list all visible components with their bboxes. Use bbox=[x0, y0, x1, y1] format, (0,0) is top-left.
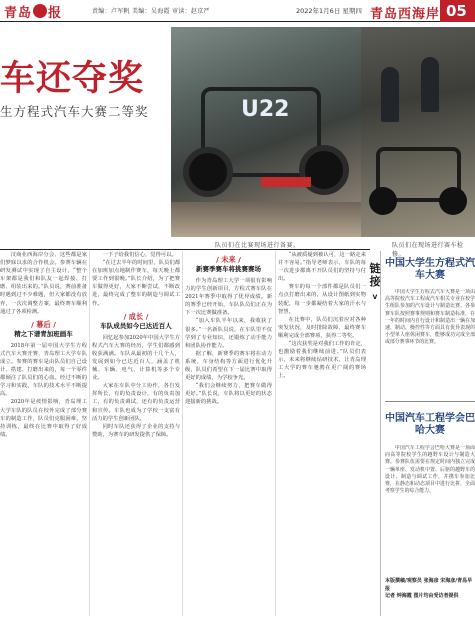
car-sponsor-tag bbox=[261, 177, 311, 187]
paragraph: 回忆起参加2020年中国大学生方程式汽车大赛的经历，学生们都感到收获满满。车队从最初的十几个人，发展到如今已达近百人，涵盖了机械、车辆、电气、计算机等多个专业。 bbox=[92, 334, 180, 382]
photo-caption-left: 队员们在比赛现场进行备赛。 bbox=[215, 242, 300, 249]
section-name: 青岛西海岸 bbox=[370, 7, 441, 22]
headline-title: 车还夺奖 bbox=[0, 59, 145, 99]
heading-prefix-text: 幕后 bbox=[36, 319, 51, 329]
page-number: 05 bbox=[440, 0, 475, 22]
paragraph: 作为青岛理工大学一项很有影响力的学生创新项目，方程式赛车队在2021年赛季中取得了优异成绩。新的赛季已经开始，车队队员们正在为下一次比赛做准备。 bbox=[185, 278, 272, 317]
car-number: U22 bbox=[241, 97, 290, 122]
section-heading: 车队成员如今已达近百人 bbox=[100, 321, 172, 330]
paragraph: “加入车队半年以来，我收获了很多。”一名新队员说，在车队里不仅学到了专业知识，还锻炼了动手能力和团队协作能力。 bbox=[185, 318, 272, 349]
sidebar-divider bbox=[380, 251, 381, 616]
paragraph: 2018年第一届中国大学生方程式汽车大赛开赛，青岛理工大学车队成立。参赛的赛车是由队员们自己设计、搭建、打磨出来的，每一个零件都倾注了队员们的心血。经过不断的学习和实践，车队的技术水平不断提高。 bbox=[0, 342, 87, 398]
sidebar-article-title: 中国汽车工程学会巴哈大赛 bbox=[385, 413, 475, 436]
section-heading: 精之下谱青加班画车 bbox=[14, 329, 73, 338]
car-wheel-shape bbox=[369, 187, 397, 215]
link-label-mark: V bbox=[372, 294, 378, 301]
sidebar-article-body bbox=[385, 289, 475, 399]
paragraph: “从被质疑到被认可，这一路走来并不容易。”指导老师表示，车队的每一次进步都离不开队员们的坚持与付出。 bbox=[278, 252, 366, 283]
person-shape bbox=[421, 57, 439, 112]
paragraph: “这次获奖是对我们工作的肯定，也激励着我们继续前进。”队员们表示，未来将继续钻研技术，让青岛理工大学的赛车驰骋在更广阔的赛场上。 bbox=[278, 341, 366, 380]
paragraph: 汉商业西海岸分会、这些都是家们梦寐以求的合作机会。参赛车辆在研发测试中实现了自主设计，“整个车架都是我们和队友一起焊接、打磨、组装出来的。”队员说，赛前准备时遇到过不少难题，但大家都没有放弃，一次次调整方案，最终赛车顺利通过了各项检测。 bbox=[0, 252, 87, 315]
headline-subtitle: 生方程式汽车大赛二等奖 bbox=[0, 104, 149, 119]
photo-race-car bbox=[171, 27, 361, 237]
column-divider bbox=[275, 251, 276, 616]
paragraph: 中国汽车工程学会巴哈大赛是一项面向高等院校学生的越野车设计与制造大赛。参赛队伍需要在规定时间内独立完成一辆单座、发动机中置、后驱的越野车的设计、制造与调试工作，并携车参加比赛，在静态和动态项目中进行比拼，全面考察学生的综合能力。 bbox=[385, 445, 475, 495]
article-column-4 bbox=[278, 251, 366, 620]
headline-block bbox=[0, 24, 178, 119]
byline-line: 本版撰稿/观察员 张海彦 宋海彦/青岛早报 bbox=[385, 578, 473, 592]
logo-ring-icon bbox=[33, 4, 47, 18]
paragraph: 同时车队还获得了企业的支持与赞助，为赛车的研发提供了保障。 bbox=[92, 423, 180, 438]
divider bbox=[0, 249, 370, 250]
car-wheel-shape bbox=[183, 147, 233, 197]
paragraph: 大家在车队中分工协作，各自发挥所长，有的负责设计，有的负责加工，有的负责调试，还有的负责运营和宣传。车队也成为了学校一支富有活力的学生创新团队。 bbox=[92, 383, 180, 422]
paragraph: 赛车的每一个部件都是队员们一点点打磨出来的，从设计图纸到实物装配，每一步都凝结着大家的汗水与智慧。 bbox=[278, 284, 366, 315]
heading-prefix-text: 未来 bbox=[221, 255, 236, 264]
byline bbox=[385, 578, 475, 601]
person-shape bbox=[381, 67, 399, 122]
article-column-2 bbox=[92, 251, 180, 620]
newspaper-logo bbox=[4, 2, 62, 20]
column-divider bbox=[182, 251, 183, 616]
car-wheel-shape bbox=[439, 187, 467, 215]
sidebar-article-title: 中国大学生方程式汽车大赛 bbox=[385, 258, 475, 281]
article-column-1 bbox=[0, 251, 87, 620]
editors-line: 责编：卢军帆 美编：吴海霞 审读：赵京严 bbox=[92, 8, 210, 15]
car-wheel-shape bbox=[299, 145, 349, 195]
link-label bbox=[368, 262, 382, 304]
section-heading-prefix: / 未来 / bbox=[216, 255, 241, 264]
paragraph: 中国大学生方程式汽车大赛是一项由高等院校汽车工程或汽车相关专业在校学生组队参加的汽车设计与制造比赛。各参赛车队按照赛事规则和赛车制造标准，在一年的时间内自行设计和制造出一辆在加速、制动、操控性等方面具有优异表现的小型单人座休闲赛车，能够成功完成全部或部分赛事环节的比赛。 bbox=[385, 289, 475, 346]
paragraph: “在过去半年的时间里，队员们都在加班加点地制作赛车，每天晚上都要工作到很晚。”队长介绍，为了把赛车做得更好，大家不断尝试，不断改进，最终完成了整车的制造与调试工作。 bbox=[92, 260, 180, 307]
photo-ground bbox=[171, 202, 361, 237]
section-heading: 新赛季赛车将挑赛赛场 bbox=[196, 265, 261, 273]
photo-caption-right: 队员们在现场进行赛车检修。 bbox=[392, 242, 464, 258]
link-label-text: 链接 bbox=[369, 262, 381, 288]
paragraph: 据了解，新赛季的赛车将在动力系统、车身结构等方面进行优化升级，队员们希望在下一届比赛中取得更好的成绩，为学校争光。 bbox=[185, 350, 272, 382]
logo-text-left: 青岛 bbox=[4, 5, 33, 21]
paragraph: 一下子给我们信心，觉得可以。 bbox=[102, 252, 177, 258]
page-header bbox=[0, 0, 475, 22]
paragraph: 在比赛中，队员们沉着应对各种突发状况，及时排除故障，最终赛车顺利完成全部赛项，获得二等奖。 bbox=[278, 316, 366, 339]
article-column-3 bbox=[185, 251, 272, 620]
column-divider bbox=[89, 251, 90, 616]
photo-car-inspection bbox=[361, 27, 475, 237]
paragraph: “我们会继续努力，把赛车做得更好。”队长说，车队将以更好的状态迎接新的挑战。 bbox=[185, 383, 272, 406]
section-heading-prefix: / 幕后 / bbox=[31, 319, 56, 329]
section-heading-prefix: / 成长 / bbox=[123, 311, 149, 321]
byline-line: 记者 钟海霞 图片均由受访者提供 bbox=[385, 593, 459, 599]
divider bbox=[385, 401, 475, 402]
logo-text-right: 报 bbox=[48, 5, 63, 21]
heading-prefix-text: 成长 bbox=[128, 311, 144, 321]
paragraph: 2020年是疫情影响，青岛理工大学车队的队员在校外完成了部分赛车的制造工作，队员们克服困难，坚持训练，最终在比赛中取得了好成绩。 bbox=[0, 399, 87, 438]
sidebar-article-body bbox=[385, 445, 475, 575]
issue-date: 2022年1月6日 星期四 bbox=[296, 7, 362, 15]
